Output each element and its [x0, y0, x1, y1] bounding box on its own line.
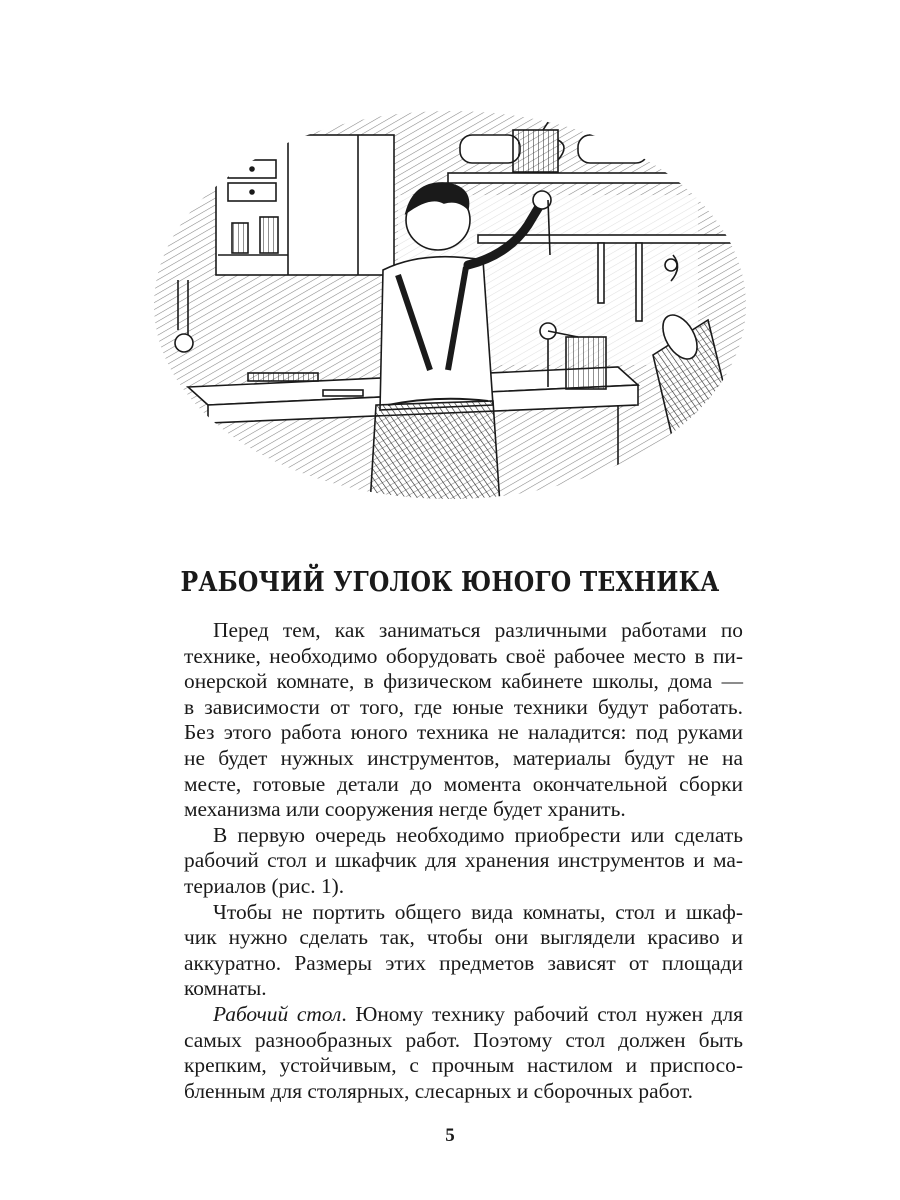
text-line: Чтобы не портить общего вида комнаты, стол и шкаф- — [213, 899, 743, 924]
body-text — [155, 618, 743, 1104]
text-line: крепким, устойчивым, с прочным настилом и приспосо- — [184, 1053, 743, 1078]
term-italic: Рабочий стол — [213, 1001, 342, 1026]
text-line: чик нужно сделать так, чтобы они выглядели красиво и — [184, 925, 743, 950]
text-line: в зависимости от того, где юные техники будут работать. — [184, 694, 743, 719]
text-line: Перед тем, как заниматься различными работами по — [213, 618, 743, 642]
text-line: В первую очередь необходимо приобрести или сделать — [213, 822, 743, 847]
text-line: комнаты. — [184, 976, 267, 1001]
text-line: териалов (рис. 1). — [184, 873, 345, 898]
page-number: 5 — [445, 1125, 455, 1146]
workbench-illustration — [148, 105, 753, 505]
paragraph-3 — [155, 900, 743, 1002]
paragraph-2 — [155, 823, 743, 900]
paragraph-1 — [155, 618, 743, 823]
text-line — [155, 1002, 743, 1028]
paragraph-4 — [155, 1002, 743, 1104]
text-line: рабочий стол и шкафчик для хранения инструментов и ма- — [184, 848, 743, 873]
text-line: месте, готовые детали до момента окончательной сборки — [184, 771, 743, 796]
text-line: онерской комнате, в физическом кабинете школы, дома — — [184, 669, 743, 694]
text-line: механизма или сооружения негде будет хранить. — [184, 797, 626, 822]
text-line: бленным для столярных, слесарных и сборочных работ. — [184, 1078, 693, 1103]
text-line: самых разнообразных работ. Поэтому стол должен быть — [184, 1027, 743, 1052]
text-line: аккуратно. Размеры этих предметов зависят от площади — [184, 950, 743, 975]
chapter-title: РАБОЧИЙ УГОЛОК ЮНОГО ТЕХНИКА — [180, 567, 720, 598]
text-line: не будет нужных инструментов, материалы будут не на — [184, 745, 743, 770]
text-line: Без этого работа юного техника не наладится: под руками — [184, 720, 743, 745]
lead-rest: . Юному технику рабочий стол нужен для — [341, 1001, 743, 1026]
text-line: технике, необходимо оборудовать своё рабочее место в пи- — [184, 643, 743, 668]
